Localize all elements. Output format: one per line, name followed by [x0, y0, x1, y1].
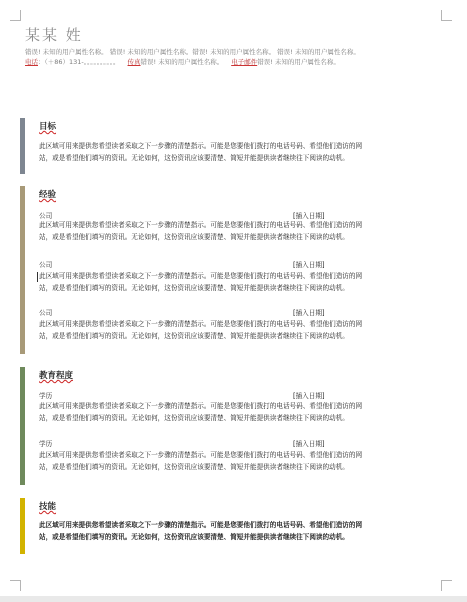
skills-heading[interactable]: 技能	[39, 502, 57, 512]
header-contact-line[interactable]	[25, 58, 340, 67]
crop-mark-bottom-right	[441, 580, 452, 591]
company-name: 公司	[39, 261, 53, 269]
paragraph-line: 站，或是希望他们填写的资讯。无论如何，这份资讯应该要清楚、简短并能提供读者继续往下阅读的动机。	[39, 533, 349, 541]
education-paragraph[interactable]	[39, 449, 439, 473]
education-color-bar	[20, 367, 25, 485]
crop-mark-top-left	[10, 10, 21, 21]
experience-heading[interactable]: 经验	[39, 190, 57, 200]
company-name: 公司	[39, 309, 53, 317]
paragraph-line: 此区域可用来提供您希望读者采取之下一步骤的清楚指示。可能是您要他们拨打的电话号码、希望他们造访的网	[39, 221, 363, 229]
experience-entry-header[interactable]	[39, 259, 439, 269]
objective-heading[interactable]: 目标	[39, 122, 57, 132]
phone-label: 电话	[25, 58, 38, 66]
experience-entry-header[interactable]	[39, 307, 439, 317]
paragraph-line: 站，或是希望他们填写的资讯。无论如何，这份资讯应该要清楚、简短并能提供读者继续往下阅读的动机。	[39, 414, 349, 422]
paragraph-line: 此区域可用来提供您希望读者采取之下一步骤的清楚指示。可能是您要他们拨打的电话号码、希望他们造访的网	[39, 451, 363, 459]
company-name: 公司	[39, 212, 53, 220]
phone-value[interactable]: ：（＋86）131-。。。。。。。。。。	[38, 58, 120, 66]
experience-paragraph[interactable]	[39, 270, 439, 294]
experience-section	[20, 186, 440, 354]
entry-date: [插入日期]	[293, 261, 325, 269]
crop-mark-top-right	[441, 10, 452, 21]
entry-date: [插入日期]	[293, 440, 325, 448]
entry-date: [插入日期]	[293, 212, 325, 220]
objective-color-bar	[20, 118, 25, 174]
objective-paragraph[interactable]	[39, 140, 439, 164]
paragraph-line: 此区域可用来提供您希望读者采取之下一步骤的清楚指示。可能是您要他们拨打的电话号码、希望他们造访的网	[39, 521, 363, 529]
skills-color-bar	[20, 498, 25, 554]
email-label: 电子邮件	[231, 58, 258, 66]
entry-date: [插入日期]	[293, 392, 325, 400]
experience-paragraph[interactable]	[39, 318, 439, 342]
education-section	[20, 367, 440, 485]
experience-paragraph[interactable]	[39, 219, 439, 243]
paragraph-line: 此区域可用来提供您希望读者采取之下一步骤的清楚指示。可能是您要他们拨打的电话号码、希望他们造访的网	[39, 142, 363, 150]
paragraph-line: 站，或是希望他们填写的资讯。无论如何，这份资讯应该要清楚、简短并能提供读者继续往下阅读的动机。	[39, 154, 349, 162]
paragraph-line: 此区域可用来提供您希望读者采取之下一步骤的清楚指示。可能是您要他们拨打的电话号码、希望他们造访的网	[39, 320, 363, 328]
education-entry-header[interactable]	[39, 438, 439, 448]
education-heading[interactable]: 教育程度	[39, 371, 74, 381]
school-name: 学历	[39, 440, 53, 448]
resume-name[interactable]: 某某 姓	[25, 26, 83, 44]
school-name: 学历	[39, 392, 53, 400]
paragraph-line: 站，或是希望他们填写的资讯。无论如何，这份资讯应该要清楚、简短并能提供读者继续往下阅读的动机。	[39, 284, 349, 292]
skills-paragraph[interactable]	[39, 519, 439, 543]
objective-section	[20, 118, 440, 174]
paragraph-line: 站，或是希望他们填写的资讯。无论如何，这份资讯应该要清楚、简短并能提供读者继续往下阅读的动机。	[39, 233, 349, 241]
fax-label: 传真	[127, 58, 141, 66]
education-paragraph[interactable]	[39, 400, 439, 424]
paragraph-line: 站，或是希望他们填写的资讯。无论如何，这份资讯应该要清楚、简短并能提供读者继续往下阅读的动机。	[39, 463, 349, 471]
paragraph-line: 此区域可用来提供您希望读者采取之下一步骤的清楚指示。可能是您要他们拨打的电话号码、希望他们造访的网	[39, 402, 363, 410]
crop-mark-bottom-left	[10, 580, 21, 591]
fax-value[interactable]: 错误! 未知的用户属性名称。	[140, 58, 224, 66]
text-cursor	[37, 272, 38, 282]
header-address-line[interactable]: 错误! 未知的用户属性名称。 错误! 未知的用户属性名称。错误! 未知的用户属性名称。 错误! 未知的用户属性名称。	[25, 48, 360, 56]
experience-color-bar	[20, 186, 25, 354]
paragraph-line: 站，或是希望他们填写的资讯。无论如何，这份资讯应该要清楚、简短并能提供读者继续往下阅读的动机。	[39, 332, 349, 340]
education-entry-header[interactable]	[39, 390, 439, 400]
email-value[interactable]: 错误! 未知的用户属性名称。	[257, 58, 340, 66]
entry-date: [插入日期]	[293, 309, 325, 317]
paragraph-line: 此区域可用来提供您希望读者采取之下一步骤的清楚指示。可能是您要他们拨打的电话号码、希望他们造访的网	[39, 272, 363, 280]
skills-section	[20, 498, 440, 554]
